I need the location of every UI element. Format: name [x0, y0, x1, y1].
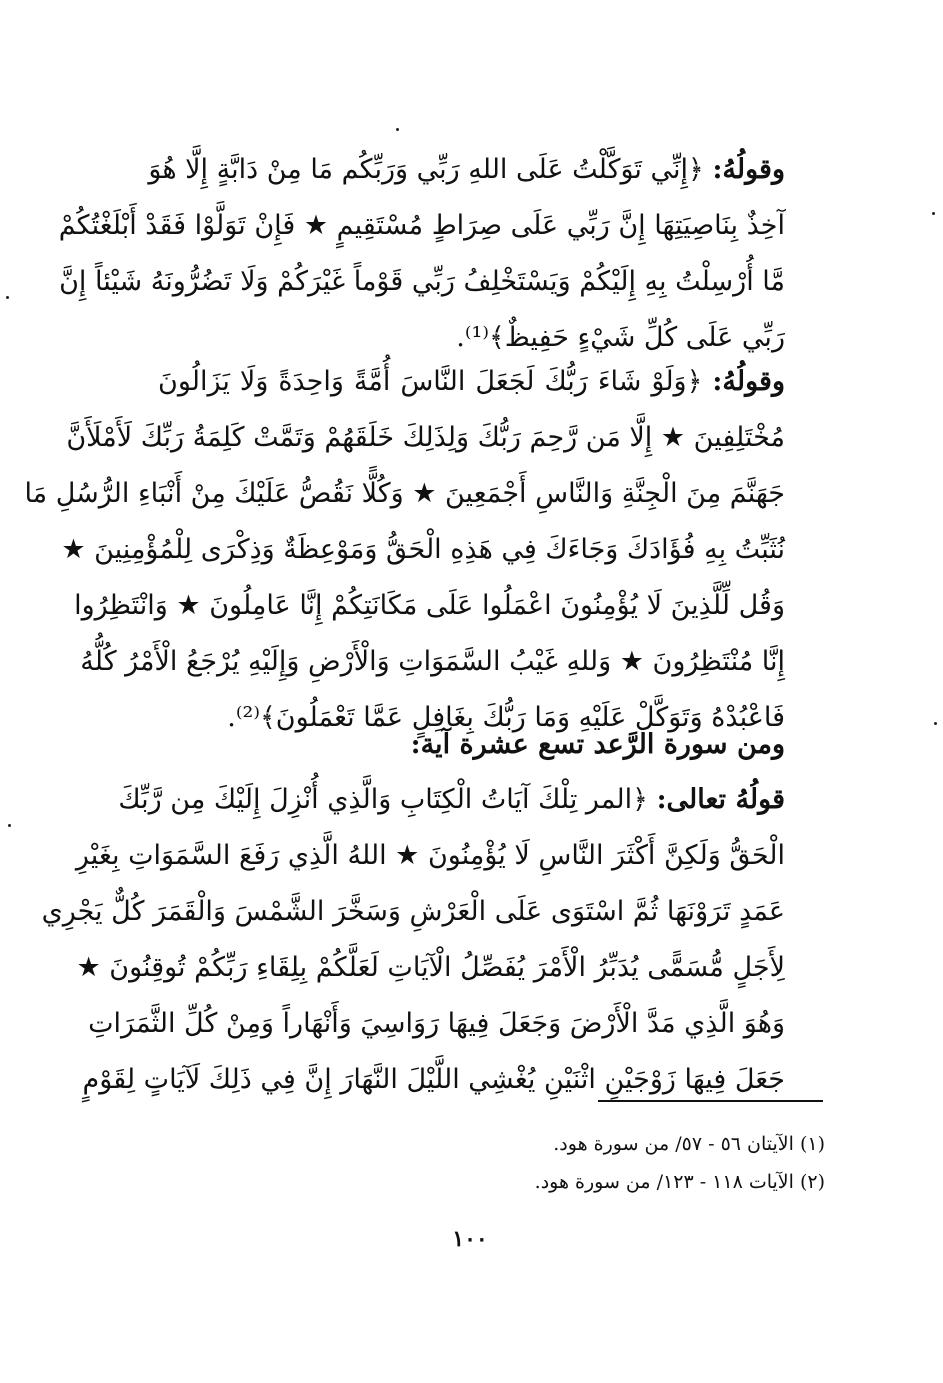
text-line: فَاعْبُدْهُ وَتَوَكَّلْ عَلَيْهِ وَمَا رَبُّكَ بِغَافِلٍ عَمَّا تَعْمَلُونَ﴾⁽²⁾. — [227, 702, 785, 733]
footnote-divider — [598, 1100, 823, 1102]
text-line: مَّا أُرْسِلْتُ بِهِ إِلَيْكُمْ وَيَسْتَخْلِفُ رَبِّي قَوْماً غَيْرَكُمْ وَلَا تَضُرُّونَهُ شَيْئاً إِنَّ — [59, 266, 785, 297]
paragraph-hud-56-57 — [58, 142, 785, 366]
footnote-2: (٢) الآيات ١١٨ - ١٢٣/ من سورة هود. — [534, 1171, 825, 1193]
text-line: لِأَجَلٍ مُّسَمًّى يُدَبِّرُ الْأَمْرَ يُفَصِّلُ الْآيَاتِ لَعَلَّكُمْ بِلِقَاءِ رَبِّكُمْ تُوقِنُونَ ★ — [76, 952, 785, 983]
text-line: نُثَبِّتُ بِهِ فُؤَادَكَ وَجَاءَكَ فِي هَذِهِ الْحَقُّ وَمَوْعِظَةٌ وَذِكْرَى لِلْمُؤْمِنِينَ ★ — [61, 534, 785, 565]
paragraph-raad — [41, 772, 785, 1108]
text-line: رَبِّي عَلَى كُلِّ شَيْءٍ حَفِيظٌ﴾⁽¹⁾. — [456, 322, 785, 353]
text-line — [158, 354, 785, 410]
section-heading: ومن سورة الرَّعد تسع عشرة آية: — [410, 729, 785, 760]
paragraph-lead: قولُهُ تعالى: — [656, 784, 785, 815]
text-line: إِنَّا مُنْتَظِرُونَ ★ وَللهِ غَيْبُ السَّمَوَاتِ وَالْأَرْضِ وَإِلَيْهِ يُرْجَعُ الْأَمْرُ كُلُّهُ — [80, 646, 785, 677]
text-line: وَهُوَ الَّذِي مَدَّ الْأَرْضَ وَجَعَلَ فِيهَا رَوَاسِيَ وَأَنْهَاراً وَمِنْ كُلِّ الثَّمَرَاتِ — [88, 1008, 785, 1039]
verse-text: ﴿وَلَوْ شَاءَ رَبُّكَ لَجَعَلَ النَّاسَ أُمَّةً وَاحِدَةً وَلَا يَزَالُونَ — [158, 366, 703, 397]
text-line: وَقُل لِّلَّذِينَ لَا يُؤْمِنُونَ اعْمَلُوا عَلَى مَكَانَتِكُمْ إِنَّا عَامِلُونَ ★ وَانْتَظِرُوا — [74, 590, 785, 621]
verse-text: ﴿إِنِّي تَوَكَّلْتُ عَلَى اللهِ رَبِّي وَرَبِّكُم مَا مِنْ دَابَّةٍ إِلَّا هُوَ — [148, 154, 704, 185]
scan-speck — [6, 296, 9, 299]
text-line — [118, 772, 785, 828]
text-line: الْحَقُّ وَلَكِنَّ أَكْثَرَ النَّاسِ لَا يُؤْمِنُونَ ★ اللهُ الَّذِي رَفَعَ السَّمَوَاتِ بِغَيْرِ — [75, 840, 785, 871]
text-line: آخِذٌ بِنَاصِيَتِهَا إِنَّ رَبِّي عَلَى صِرَاطٍ مُسْتَقِيمٍ ★ فَإِنْ تَوَلَّوْا فَقَدْ أَبْلَغْتُكُمْ — [58, 210, 785, 241]
verse-text: ﴿المر تِلْكَ آيَاتُ الْكِتَابِ وَالَّذِي أُنْزِلَ إِلَيْكَ مِن رَّبِّكَ — [118, 784, 648, 815]
paragraph-lead: وقولُهُ: — [712, 154, 785, 185]
scan-speck — [396, 128, 399, 131]
scan-speck — [934, 722, 937, 725]
footnotes — [300, 1125, 825, 1201]
text-line: جَهَنَّمَ مِنَ الْجِنَّةِ وَالنَّاسِ أَجْمَعِينَ ★ وَكُلًّا نَقُصُّ عَلَيْكَ مِنْ أَنْبَاءِ الرُّسُلِ مَا — [24, 478, 785, 509]
footnote-1: (١) الآيتان ٥٦ - ٥٧/ من سورة هود. — [553, 1133, 825, 1155]
paragraph-hud-118-123 — [24, 354, 785, 746]
text-line — [148, 142, 785, 198]
page-number: ١٠٠ — [452, 1226, 488, 1252]
paragraph-lead: وقولُهُ: — [712, 366, 785, 397]
scan-speck — [8, 824, 11, 827]
scan-speck — [932, 212, 935, 215]
text-line: جَعَلَ فِيهَا زَوْجَيْنِ اثْنَيْنِ يُغْشِي اللَّيْلَ النَّهَارَ إِنَّ فِي ذَلِكَ لَآيَاتٍ لِقَوْمٍ — [82, 1064, 785, 1095]
text-line: عَمَدٍ تَرَوْنَهَا ثُمَّ اسْتَوَى عَلَى الْعَرْشِ وَسَخَّرَ الشَّمْسَ وَالْقَمَرَ كُلٌّ يَجْرِي — [41, 896, 785, 927]
text-line: مُخْتَلِفِينَ ★ إِلَّا مَن رَّحِمَ رَبُّكَ وَلِذَلِكَ خَلَقَهُمْ وَتَمَّتْ كَلِمَةُ رَبِّكَ لَأَمْلَأَنَّ — [66, 422, 785, 453]
